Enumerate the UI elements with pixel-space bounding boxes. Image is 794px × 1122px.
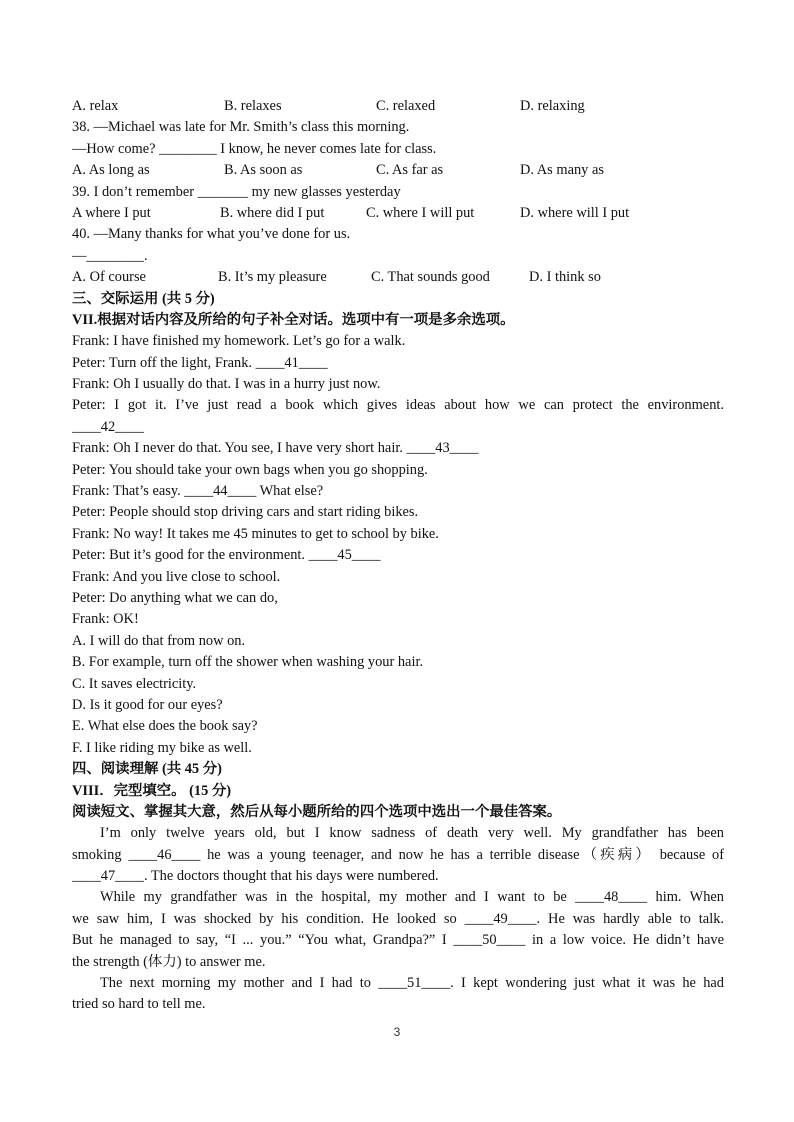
section4-heading: 四、阅读理解 (共 45 分) [72, 761, 222, 778]
dialogue-line: Peter: Do anything what we can do, [72, 589, 278, 606]
passage-line: tried so hard to tell me. [72, 996, 206, 1013]
q38-option-c: C. As far as [376, 162, 444, 179]
q40-option-a: A. Of course [72, 269, 146, 286]
passage-line: the strength (体力) to answer me. [72, 953, 266, 970]
choice-b: B. For example, turn off the shower when washing your hair. [72, 654, 424, 671]
section3-instruction: VII.根据对话内容及所给的句子补全对话。选项中有一项是多余选项。 [72, 311, 515, 328]
dialogue-line: Peter: But it’s good for the environment. ____45____ [72, 547, 381, 564]
passage-line: But he managed to say, “I ... you.” “You what, Grandpa?” I ____50____ in a low voice. He didn’t have [72, 932, 724, 949]
passage-line: ____47____. The doctors thought that his days were numbered. [72, 868, 439, 885]
dialogue-line: Peter: People should stop driving cars and start riding bikes. [72, 504, 419, 521]
q37-option-b: B. relaxes [224, 98, 282, 114]
dialogue-line: Frank: And you live close to school. [72, 568, 281, 585]
passage-line: While my grandfather was in the hospital, my mother and I want to be ____48____ him. When [100, 889, 724, 906]
q37-option-a: A. relax [72, 98, 119, 114]
q40-option-b: B. It’s my pleasure [218, 269, 327, 286]
dialogue-line: Frank: No way! It takes me 45 minutes to get to school by bike. [72, 525, 439, 542]
q39-stem: 39. I don’t remember _______ my new glasses yesterday [72, 183, 401, 200]
dialogue-line: Frank: Oh I usually do that. I was in a hurry just now. [72, 376, 381, 393]
q38-option-a: A. As long as [72, 162, 150, 179]
q39-option-d: D. where will I put [520, 204, 630, 221]
dialogue-line: Peter: You should take your own bags when you go shopping. [72, 461, 428, 478]
passage-line: we saw him, I was shocked by his condition. He looked so ____49____. He was hardly able to talk. [72, 910, 724, 927]
choice-c: C. It saves electricity. [72, 675, 197, 692]
q39-option-b: B. where did I put [220, 204, 325, 221]
passage-line: smoking ____46____ he was a young teenager, and now he has a terrible disease（疾病） because of [72, 846, 724, 863]
dialogue-line: ____42____ [72, 418, 144, 435]
q39-options [72, 203, 724, 224]
page-content [72, 96, 724, 1016]
dialogue-line: Frank: That’s easy. ____44____ What else? [72, 483, 324, 500]
q40-option-d: D. I think so [529, 269, 601, 286]
section4-instruction: 阅读短文、掌握其大意，然后从每小题所给的四个选项中选出一个最佳答案。 [72, 803, 562, 820]
q38-reply: —How come? ________ I know, he never comes late for class. [72, 140, 437, 157]
q37-option-d: D. relaxing [520, 98, 585, 114]
page-number: 3 [393, 1025, 401, 1039]
q38-stem: 38. —Michael was late for Mr. Smith’s class this morning. [72, 119, 410, 136]
q37-option-c: C. relaxed [376, 98, 436, 114]
dialogue-line: Frank: OK! [72, 611, 139, 628]
choice-d: D. Is it good for our eyes? [72, 696, 223, 713]
choice-a: A. I will do that from now on. [72, 632, 246, 649]
dialogue-line: Peter: I got it. I’ve just read a book which gives ideas about how we can protect the environment. [72, 397, 724, 414]
passage-line: The next morning my mother and I had to ____51____. I kept wondering just what it was he had [100, 975, 724, 992]
dialogue-line: Peter: Turn off the light, Frank. ____41____ [72, 354, 328, 371]
q40-option-c: C. That sounds good [371, 269, 490, 286]
q39-option-a: A where I put [72, 204, 151, 221]
choice-f: F. I like riding my bike as well. [72, 739, 252, 756]
q38-option-b: B. As soon as [224, 162, 303, 179]
dialogue-line: Frank: I have finished my homework. Let’s go for a walk. [72, 333, 406, 350]
q37-options [72, 96, 724, 117]
dialogue-line: Frank: Oh I never do that. You see, I have very short hair. ____43____ [72, 440, 479, 457]
q40-reply: —________. [72, 247, 148, 264]
q39-option-c: C. where I will put [366, 204, 475, 221]
q38-options [72, 160, 724, 181]
q40-stem: 40. —Many thanks for what you’ve done for us. [72, 226, 351, 243]
section4-subheading: VIII．完型填空。 (15 分) [72, 782, 232, 799]
passage-line: I’m only twelve years old, but I know sadness of death very well. My grandfather has been [100, 825, 724, 842]
choice-e: E. What else does the book say? [72, 718, 258, 735]
section3-heading: 三、交际运用 (共 5 分) [72, 290, 215, 307]
q40-options [72, 267, 724, 288]
q38-option-d: D. As many as [520, 162, 604, 179]
